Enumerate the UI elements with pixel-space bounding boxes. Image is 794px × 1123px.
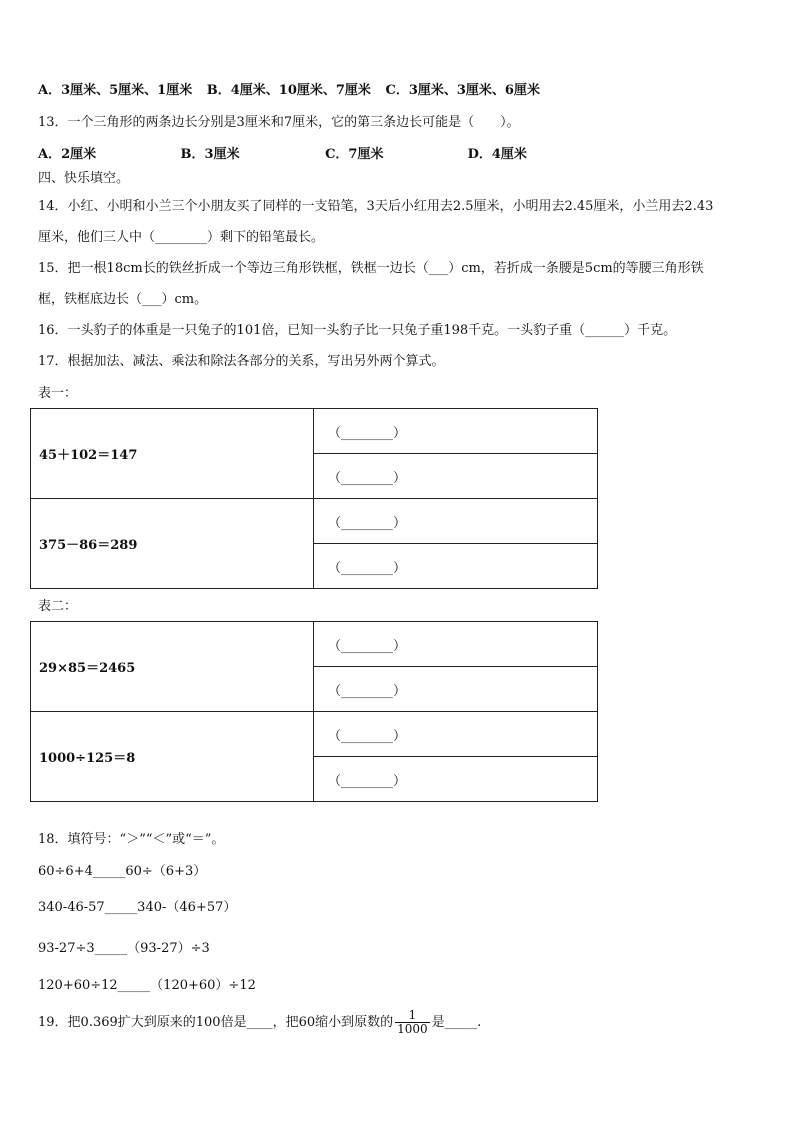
q13-text: 13．一个三角形的两条边长分别是3厘米和7厘米，它的第三条边长可能是（ ）。 — [38, 115, 520, 130]
q18-item: 93-27÷3_____（93-27）÷3 — [38, 941, 210, 956]
q15-line1: 15．把一根18cm长的铁丝折成一个等边三角形铁框，铁框一边长（___）cm，若折成一条腰是5cm的等腰三角形铁 — [38, 261, 704, 276]
table2-equation-1: 29×85＝2465 — [31, 622, 314, 712]
q19-before: 19．把0.369扩大到原来的100倍是____，把60缩小到原数的 — [38, 1015, 394, 1030]
table1-equation-2: 375－86＝289 — [31, 499, 314, 589]
q15-line2: 框，铁框底边长（___）cm。 — [38, 292, 208, 307]
q12-option-b: B．4厘米、10厘米、7厘米 — [206, 83, 371, 98]
q18-item: 120+60÷12_____（120+60）÷12 — [38, 978, 256, 993]
q13-option-a: A．2厘米 — [38, 147, 97, 162]
q13-option-b: B．3厘米 — [180, 147, 240, 162]
section-heading: 四、快乐填空。 — [38, 171, 130, 186]
q18-title: 18．填符号：“＞”“＜”或“＝”。 — [38, 832, 225, 847]
table1-answer-blank[interactable]: （________） — [314, 454, 598, 499]
q18-item: 60÷6+4_____60÷（6+3） — [38, 864, 207, 879]
q19-after: 是_____. — [431, 1015, 482, 1030]
q16-text: 16．一头豹子的体重是一只兔子的101倍，已知一头豹子比一只兔子重198千克。一头豹子重（______）千克。 — [38, 323, 677, 338]
q12-option-a: A．3厘米、5厘米、1厘米 — [38, 83, 193, 98]
q18-item: 340-46-57_____340-（46+57） — [38, 900, 237, 915]
fraction-denominator: 1000 — [397, 1022, 428, 1036]
table2-label: 表二： — [38, 599, 78, 614]
table2 — [30, 621, 598, 802]
table1-answer-blank[interactable]: （________） — [314, 499, 598, 544]
table1-label: 表一： — [38, 386, 78, 401]
q13-option-d: D．4厘米 — [467, 147, 527, 162]
q14-line1: 14．小红、小明和小兰三个小朋友买了同样的一支铅笔，3天后小红用去2.5厘米，小明用去2.45厘米，小兰用去2.43 — [38, 199, 714, 214]
table2-answer-blank[interactable]: （________） — [314, 757, 598, 802]
table1-equation-1: 45＋102＝147 — [31, 409, 314, 499]
table1-answer-blank[interactable]: （________） — [314, 409, 598, 454]
q13-option-c: C．7厘米 — [325, 147, 384, 162]
table2-answer-blank[interactable]: （________） — [314, 712, 598, 757]
table1-answer-blank[interactable]: （________） — [314, 544, 598, 589]
q12-option-c: C．3厘米、3厘米、6厘米 — [385, 83, 540, 98]
table1 — [30, 408, 598, 589]
q17-text: 17．根据加法、减法、乘法和除法各部分的关系，写出另外两个算式。 — [38, 354, 445, 369]
q14-line2: 厘米，他们三人中（________）剩下的铅笔最长。 — [38, 230, 325, 245]
table2-answer-blank[interactable]: （________） — [314, 622, 598, 667]
q12-options — [38, 82, 540, 100]
q13-options — [38, 146, 527, 164]
fraction — [395, 1009, 430, 1036]
table2-answer-blank[interactable]: （________） — [314, 667, 598, 712]
q19-text — [38, 1008, 481, 1038]
fraction-numerator: 1 — [395, 1009, 430, 1023]
table2-equation-2: 1000÷125＝8 — [31, 712, 314, 802]
